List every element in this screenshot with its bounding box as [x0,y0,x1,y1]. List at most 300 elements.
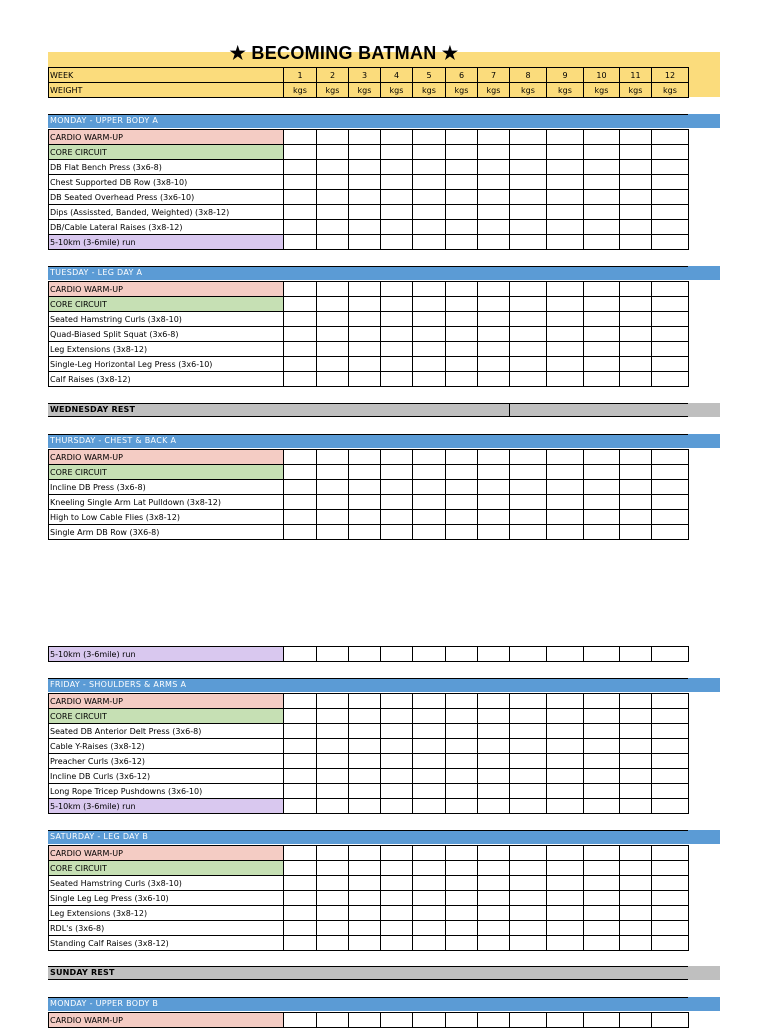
weight-cell-week-10[interactable] [584,906,620,921]
weight-cell-week-10[interactable] [584,739,620,754]
weight-cell-week-6[interactable] [446,784,478,799]
weight-cell-week-12[interactable] [652,372,689,387]
weight-cell-week-1[interactable] [284,936,317,951]
weight-cell-week-9[interactable] [547,175,584,190]
weight-cell-week-11[interactable] [620,205,652,220]
weight-cell-week-3[interactable] [349,175,381,190]
weight-cell-week-7[interactable] [478,235,510,250]
weight-cell-week-4[interactable] [381,372,413,387]
weight-cell-week-8[interactable] [510,130,547,145]
weight-cell-week-8[interactable] [510,799,547,814]
weight-cell-week-9[interactable] [547,190,584,205]
weight-cell-week-12[interactable] [652,1013,689,1028]
weight-cell-week-9[interactable] [547,724,584,739]
weight-cell-week-12[interactable] [652,525,689,540]
weight-cell-week-11[interactable] [620,936,652,951]
weight-cell-week-3[interactable] [349,235,381,250]
weight-cell-week-6[interactable] [446,160,478,175]
weight-cell-week-4[interactable] [381,510,413,525]
weight-cell-week-10[interactable] [584,297,620,312]
weight-cell-week-5[interactable] [413,1013,446,1028]
weight-cell-week-6[interactable] [446,235,478,250]
weight-cell-week-6[interactable] [446,465,478,480]
weight-cell-week-4[interactable] [381,709,413,724]
weight-cell-week-2[interactable] [317,709,349,724]
weight-cell-week-9[interactable] [547,739,584,754]
weight-cell-week-9[interactable] [547,754,584,769]
weight-cell-week-12[interactable] [652,160,689,175]
weight-cell-week-5[interactable] [413,465,446,480]
weight-cell-week-12[interactable] [652,205,689,220]
weight-cell-week-5[interactable] [413,784,446,799]
weight-cell-week-8[interactable] [510,1013,547,1028]
weight-cell-week-2[interactable] [317,465,349,480]
weight-cell-week-2[interactable] [317,510,349,525]
weight-cell-week-10[interactable] [584,205,620,220]
weight-cell-week-1[interactable] [284,357,317,372]
weight-cell-week-6[interactable] [446,327,478,342]
weight-cell-week-10[interactable] [584,495,620,510]
weight-cell-week-5[interactable] [413,342,446,357]
weight-cell-week-2[interactable] [317,297,349,312]
weight-cell-week-2[interactable] [317,342,349,357]
weight-cell-week-4[interactable] [381,175,413,190]
weight-cell-week-3[interactable] [349,145,381,160]
weight-cell-week-7[interactable] [478,160,510,175]
weight-cell-week-1[interactable] [284,846,317,861]
weight-cell-week-3[interactable] [349,282,381,297]
weight-cell-week-10[interactable] [584,130,620,145]
weight-cell-week-7[interactable] [478,495,510,510]
weight-cell-week-3[interactable] [349,450,381,465]
weight-cell-week-10[interactable] [584,342,620,357]
weight-cell-week-1[interactable] [284,861,317,876]
weight-cell-week-5[interactable] [413,724,446,739]
weight-cell-week-8[interactable] [510,936,547,951]
weight-cell-week-4[interactable] [381,282,413,297]
weight-cell-week-9[interactable] [547,1013,584,1028]
weight-cell-week-11[interactable] [620,145,652,160]
weight-cell-week-5[interactable] [413,876,446,891]
weight-cell-week-7[interactable] [478,312,510,327]
weight-cell-week-3[interactable] [349,220,381,235]
weight-cell-week-11[interactable] [620,921,652,936]
weight-cell-week-3[interactable] [349,709,381,724]
weight-cell-week-6[interactable] [446,769,478,784]
weight-cell-week-10[interactable] [584,694,620,709]
weight-cell-week-5[interactable] [413,450,446,465]
weight-cell-week-5[interactable] [413,327,446,342]
weight-cell-week-4[interactable] [381,160,413,175]
weight-cell-week-5[interactable] [413,190,446,205]
weight-cell-week-6[interactable] [446,190,478,205]
weight-cell-week-9[interactable] [547,465,584,480]
weight-cell-week-5[interactable] [413,921,446,936]
weight-cell-week-5[interactable] [413,799,446,814]
weight-cell-week-7[interactable] [478,357,510,372]
weight-cell-week-1[interactable] [284,799,317,814]
weight-cell-week-9[interactable] [547,921,584,936]
weight-cell-week-6[interactable] [446,891,478,906]
weight-cell-week-7[interactable] [478,754,510,769]
weight-cell-week-6[interactable] [446,495,478,510]
weight-cell-week-1[interactable] [284,495,317,510]
weight-cell-week-6[interactable] [446,799,478,814]
weight-cell-week-3[interactable] [349,130,381,145]
weight-cell-week-1[interactable] [284,205,317,220]
weight-cell-week-3[interactable] [349,906,381,921]
weight-cell-week-6[interactable] [446,739,478,754]
weight-cell-week-3[interactable] [349,480,381,495]
weight-cell-week-11[interactable] [620,175,652,190]
weight-cell-week-11[interactable] [620,906,652,921]
weight-cell-week-2[interactable] [317,799,349,814]
weight-cell-week-1[interactable] [284,145,317,160]
weight-cell-week-11[interactable] [620,769,652,784]
weight-cell-week-6[interactable] [446,921,478,936]
weight-cell-week-1[interactable] [284,891,317,906]
weight-cell-week-4[interactable] [381,327,413,342]
weight-cell-week-10[interactable] [584,160,620,175]
weight-cell-week-10[interactable] [584,357,620,372]
weight-cell-week-11[interactable] [620,327,652,342]
weight-cell-week-11[interactable] [620,235,652,250]
weight-cell-week-4[interactable] [381,754,413,769]
weight-cell-week-2[interactable] [317,694,349,709]
weight-cell-week-4[interactable] [381,861,413,876]
weight-cell-week-7[interactable] [478,327,510,342]
weight-cell-week-6[interactable] [446,480,478,495]
weight-cell-week-11[interactable] [620,861,652,876]
weight-cell-week-6[interactable] [446,205,478,220]
weight-cell-week-5[interactable] [413,130,446,145]
weight-cell-week-5[interactable] [413,160,446,175]
weight-cell-week-1[interactable] [284,327,317,342]
weight-cell-week-5[interactable] [413,312,446,327]
weight-cell-week-2[interactable] [317,372,349,387]
weight-cell-week-7[interactable] [478,525,510,540]
weight-cell-week-3[interactable] [349,1013,381,1028]
weight-cell-week-7[interactable] [478,220,510,235]
weight-cell-week-11[interactable] [620,220,652,235]
weight-cell-week-10[interactable] [584,936,620,951]
weight-cell-week-8[interactable] [510,876,547,891]
weight-cell-week-8[interactable] [510,235,547,250]
weight-cell-week-10[interactable] [584,510,620,525]
weight-cell-week-10[interactable] [584,465,620,480]
weight-cell-week-8[interactable] [510,465,547,480]
weight-cell-week-7[interactable] [478,190,510,205]
weight-cell-week-9[interactable] [547,480,584,495]
weight-cell-week-3[interactable] [349,724,381,739]
weight-cell-week-4[interactable] [381,921,413,936]
weight-cell-week-10[interactable] [584,145,620,160]
weight-cell-week-11[interactable] [620,525,652,540]
weight-cell-week-12[interactable] [652,235,689,250]
weight-cell-week-6[interactable] [446,357,478,372]
weight-cell-week-1[interactable] [284,235,317,250]
weight-cell-week-12[interactable] [652,220,689,235]
weight-cell-week-2[interactable] [317,312,349,327]
weight-cell-week-3[interactable] [349,160,381,175]
weight-cell-week-11[interactable] [620,372,652,387]
weight-cell-week-3[interactable] [349,739,381,754]
weight-cell-week-1[interactable] [284,312,317,327]
weight-cell-week-10[interactable] [584,450,620,465]
weight-cell-week-2[interactable] [317,282,349,297]
weight-cell-week-10[interactable] [584,769,620,784]
weight-cell-week-3[interactable] [349,846,381,861]
weight-cell-week-3[interactable] [349,799,381,814]
weight-cell-week-4[interactable] [381,465,413,480]
weight-cell-week-2[interactable] [317,190,349,205]
weight-cell-week-12[interactable] [652,846,689,861]
weight-cell-week-6[interactable] [446,282,478,297]
weight-cell-week-2[interactable] [317,861,349,876]
weight-cell-week-9[interactable] [547,799,584,814]
weight-cell-week-7[interactable] [478,175,510,190]
weight-cell-week-6[interactable] [446,372,478,387]
weight-cell-week-1[interactable] [284,769,317,784]
weight-cell-week-6[interactable] [446,130,478,145]
weight-cell-week-12[interactable] [652,357,689,372]
weight-cell-week-6[interactable] [446,220,478,235]
weight-cell-week-5[interactable] [413,357,446,372]
weight-cell-week-6[interactable] [446,297,478,312]
weight-cell-week-3[interactable] [349,342,381,357]
weight-cell-week-6[interactable] [446,175,478,190]
weight-cell-week-8[interactable] [510,342,547,357]
weight-cell-week-12[interactable] [652,465,689,480]
weight-cell-week-3[interactable] [349,205,381,220]
weight-cell-week-10[interactable] [584,372,620,387]
weight-cell-week-4[interactable] [381,1013,413,1028]
weight-cell-week-9[interactable] [547,297,584,312]
weight-cell-week-11[interactable] [620,739,652,754]
weight-cell-week-10[interactable] [584,175,620,190]
weight-cell-week-1[interactable] [284,510,317,525]
weight-cell-week-5[interactable] [413,480,446,495]
weight-cell-week-2[interactable] [317,754,349,769]
weight-cell-week-8[interactable] [510,739,547,754]
weight-cell-week-6[interactable] [446,145,478,160]
weight-cell-week-8[interactable] [510,769,547,784]
weight-cell-week-11[interactable] [620,130,652,145]
weight-cell-week-7[interactable] [478,846,510,861]
weight-cell-week-6[interactable] [446,936,478,951]
weight-cell-week-1[interactable] [284,694,317,709]
weight-cell-week-4[interactable] [381,357,413,372]
weight-cell-week-8[interactable] [510,861,547,876]
weight-cell-week-8[interactable] [510,754,547,769]
weight-cell-week-7[interactable] [478,647,510,662]
weight-cell-week-12[interactable] [652,799,689,814]
weight-cell-week-9[interactable] [547,372,584,387]
weight-cell-week-9[interactable] [547,235,584,250]
weight-cell-week-11[interactable] [620,694,652,709]
weight-cell-week-1[interactable] [284,921,317,936]
weight-cell-week-12[interactable] [652,769,689,784]
weight-cell-week-4[interactable] [381,936,413,951]
weight-cell-week-2[interactable] [317,936,349,951]
weight-cell-week-7[interactable] [478,465,510,480]
weight-cell-week-3[interactable] [349,357,381,372]
weight-cell-week-7[interactable] [478,372,510,387]
weight-cell-week-10[interactable] [584,861,620,876]
weight-cell-week-12[interactable] [652,876,689,891]
weight-cell-week-1[interactable] [284,450,317,465]
weight-cell-week-1[interactable] [284,465,317,480]
weight-cell-week-8[interactable] [510,297,547,312]
weight-cell-week-1[interactable] [284,372,317,387]
weight-cell-week-9[interactable] [547,876,584,891]
weight-cell-week-11[interactable] [620,1013,652,1028]
weight-cell-week-10[interactable] [584,784,620,799]
weight-cell-week-1[interactable] [284,1013,317,1028]
weight-cell-week-6[interactable] [446,450,478,465]
weight-cell-week-2[interactable] [317,175,349,190]
weight-cell-week-5[interactable] [413,297,446,312]
weight-cell-week-8[interactable] [510,282,547,297]
weight-cell-week-10[interactable] [584,327,620,342]
weight-cell-week-12[interactable] [652,510,689,525]
weight-cell-week-8[interactable] [510,175,547,190]
weight-cell-week-2[interactable] [317,130,349,145]
weight-cell-week-6[interactable] [446,861,478,876]
weight-cell-week-1[interactable] [284,739,317,754]
weight-cell-week-8[interactable] [510,450,547,465]
weight-cell-week-11[interactable] [620,357,652,372]
weight-cell-week-1[interactable] [284,647,317,662]
weight-cell-week-1[interactable] [284,130,317,145]
weight-cell-week-2[interactable] [317,906,349,921]
weight-cell-week-3[interactable] [349,936,381,951]
weight-cell-week-10[interactable] [584,724,620,739]
weight-cell-week-3[interactable] [349,921,381,936]
weight-cell-week-6[interactable] [446,724,478,739]
weight-cell-week-10[interactable] [584,220,620,235]
weight-cell-week-4[interactable] [381,450,413,465]
weight-cell-week-12[interactable] [652,694,689,709]
weight-cell-week-9[interactable] [547,357,584,372]
weight-cell-week-11[interactable] [620,510,652,525]
weight-cell-week-8[interactable] [510,372,547,387]
weight-cell-week-9[interactable] [547,342,584,357]
weight-cell-week-9[interactable] [547,282,584,297]
weight-cell-week-11[interactable] [620,647,652,662]
weight-cell-week-1[interactable] [284,480,317,495]
weight-cell-week-7[interactable] [478,342,510,357]
weight-cell-week-8[interactable] [510,312,547,327]
weight-cell-week-7[interactable] [478,450,510,465]
weight-cell-week-12[interactable] [652,724,689,739]
weight-cell-week-3[interactable] [349,784,381,799]
weight-cell-week-5[interactable] [413,525,446,540]
weight-cell-week-10[interactable] [584,480,620,495]
weight-cell-week-6[interactable] [446,1013,478,1028]
weight-cell-week-10[interactable] [584,312,620,327]
weight-cell-week-9[interactable] [547,510,584,525]
weight-cell-week-7[interactable] [478,876,510,891]
weight-cell-week-1[interactable] [284,342,317,357]
weight-cell-week-2[interactable] [317,784,349,799]
weight-cell-week-5[interactable] [413,372,446,387]
weight-cell-week-12[interactable] [652,145,689,160]
weight-cell-week-3[interactable] [349,694,381,709]
weight-cell-week-4[interactable] [381,342,413,357]
weight-cell-week-2[interactable] [317,357,349,372]
weight-cell-week-2[interactable] [317,921,349,936]
weight-cell-week-5[interactable] [413,510,446,525]
weight-cell-week-5[interactable] [413,891,446,906]
weight-cell-week-10[interactable] [584,525,620,540]
weight-cell-week-9[interactable] [547,145,584,160]
weight-cell-week-2[interactable] [317,647,349,662]
weight-cell-week-12[interactable] [652,312,689,327]
weight-cell-week-5[interactable] [413,739,446,754]
weight-cell-week-8[interactable] [510,921,547,936]
weight-cell-week-11[interactable] [620,876,652,891]
weight-cell-week-4[interactable] [381,891,413,906]
weight-cell-week-1[interactable] [284,175,317,190]
weight-cell-week-5[interactable] [413,709,446,724]
weight-cell-week-1[interactable] [284,190,317,205]
weight-cell-week-1[interactable] [284,906,317,921]
weight-cell-week-5[interactable] [413,936,446,951]
weight-cell-week-12[interactable] [652,936,689,951]
weight-cell-week-11[interactable] [620,709,652,724]
weight-cell-week-2[interactable] [317,480,349,495]
weight-cell-week-6[interactable] [446,510,478,525]
weight-cell-week-12[interactable] [652,282,689,297]
weight-cell-week-8[interactable] [510,724,547,739]
weight-cell-week-2[interactable] [317,891,349,906]
weight-cell-week-1[interactable] [284,282,317,297]
weight-cell-week-4[interactable] [381,145,413,160]
weight-cell-week-12[interactable] [652,709,689,724]
weight-cell-week-4[interactable] [381,312,413,327]
weight-cell-week-8[interactable] [510,709,547,724]
weight-cell-week-2[interactable] [317,769,349,784]
weight-cell-week-4[interactable] [381,906,413,921]
weight-cell-week-8[interactable] [510,145,547,160]
weight-cell-week-11[interactable] [620,160,652,175]
weight-cell-week-12[interactable] [652,906,689,921]
weight-cell-week-11[interactable] [620,495,652,510]
weight-cell-week-3[interactable] [349,647,381,662]
weight-cell-week-5[interactable] [413,769,446,784]
weight-cell-week-7[interactable] [478,709,510,724]
weight-cell-week-4[interactable] [381,799,413,814]
weight-cell-week-1[interactable] [284,220,317,235]
weight-cell-week-7[interactable] [478,936,510,951]
weight-cell-week-7[interactable] [478,130,510,145]
weight-cell-week-2[interactable] [317,1013,349,1028]
weight-cell-week-8[interactable] [510,495,547,510]
weight-cell-week-6[interactable] [446,754,478,769]
weight-cell-week-1[interactable] [284,709,317,724]
weight-cell-week-11[interactable] [620,465,652,480]
weight-cell-week-4[interactable] [381,739,413,754]
weight-cell-week-10[interactable] [584,876,620,891]
weight-cell-week-12[interactable] [652,175,689,190]
weight-cell-week-11[interactable] [620,724,652,739]
weight-cell-week-9[interactable] [547,495,584,510]
weight-cell-week-12[interactable] [652,921,689,936]
weight-cell-week-4[interactable] [381,130,413,145]
weight-cell-week-5[interactable] [413,694,446,709]
weight-cell-week-4[interactable] [381,220,413,235]
